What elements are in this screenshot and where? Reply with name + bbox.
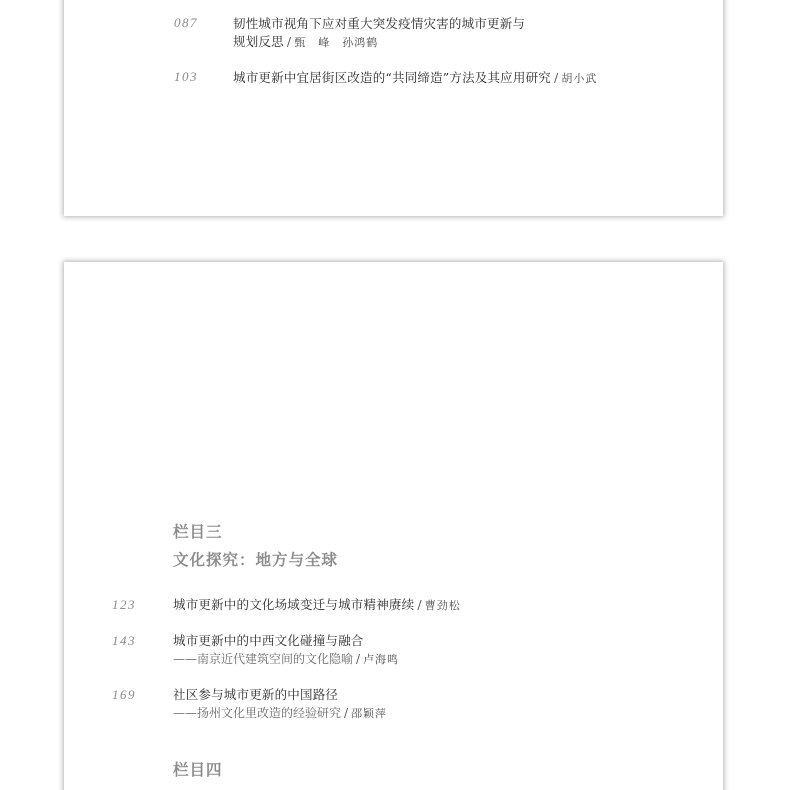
section-label: 栏目三	[173, 522, 223, 541]
entry-author: 邵颖萍	[351, 707, 388, 720]
section-label: 栏目四	[173, 760, 223, 779]
entry-title-line1: 韧性城市视角下应对重大突发疫情灾害的城市更新与	[233, 16, 526, 31]
page-bottom	[64, 262, 723, 790]
entry-subtitle: ——南京近代建筑空间的文化隐喻 / 卢海鸣	[173, 652, 400, 666]
page-number: 087	[174, 15, 198, 30]
page-number: 143	[112, 633, 136, 648]
page-number: 123	[112, 597, 136, 612]
entry-author: 胡小武	[561, 72, 598, 85]
page-number: 169	[112, 687, 136, 702]
page-top	[64, 0, 723, 216]
entry-subtitle: ——扬州文化里改造的经验研究 / 邵颖萍	[173, 706, 388, 720]
entry-title-line2: 规划反思 / 甄 峰 孙鸿鹤	[233, 34, 379, 49]
entry-author: 曹劲松	[424, 599, 461, 612]
entry-author: 甄 峰 孙鸿鹤	[294, 36, 379, 49]
section-title: 文化探究：地方与全球	[173, 550, 339, 569]
entry-title: 城市更新中宜居街区改造的“共同缔造”方法及其应用研究 / 胡小武	[233, 70, 598, 85]
page-number: 103	[174, 69, 198, 84]
entry-title: 社区参与城市更新的中国路径	[173, 687, 339, 702]
entry-title: 城市更新中的中西文化碰撞与融合	[173, 633, 364, 648]
entry-author: 卢海鸣	[363, 653, 400, 666]
entry-title: 城市更新中的文化场域变迁与城市精神赓续 / 曹劲松	[173, 597, 461, 612]
